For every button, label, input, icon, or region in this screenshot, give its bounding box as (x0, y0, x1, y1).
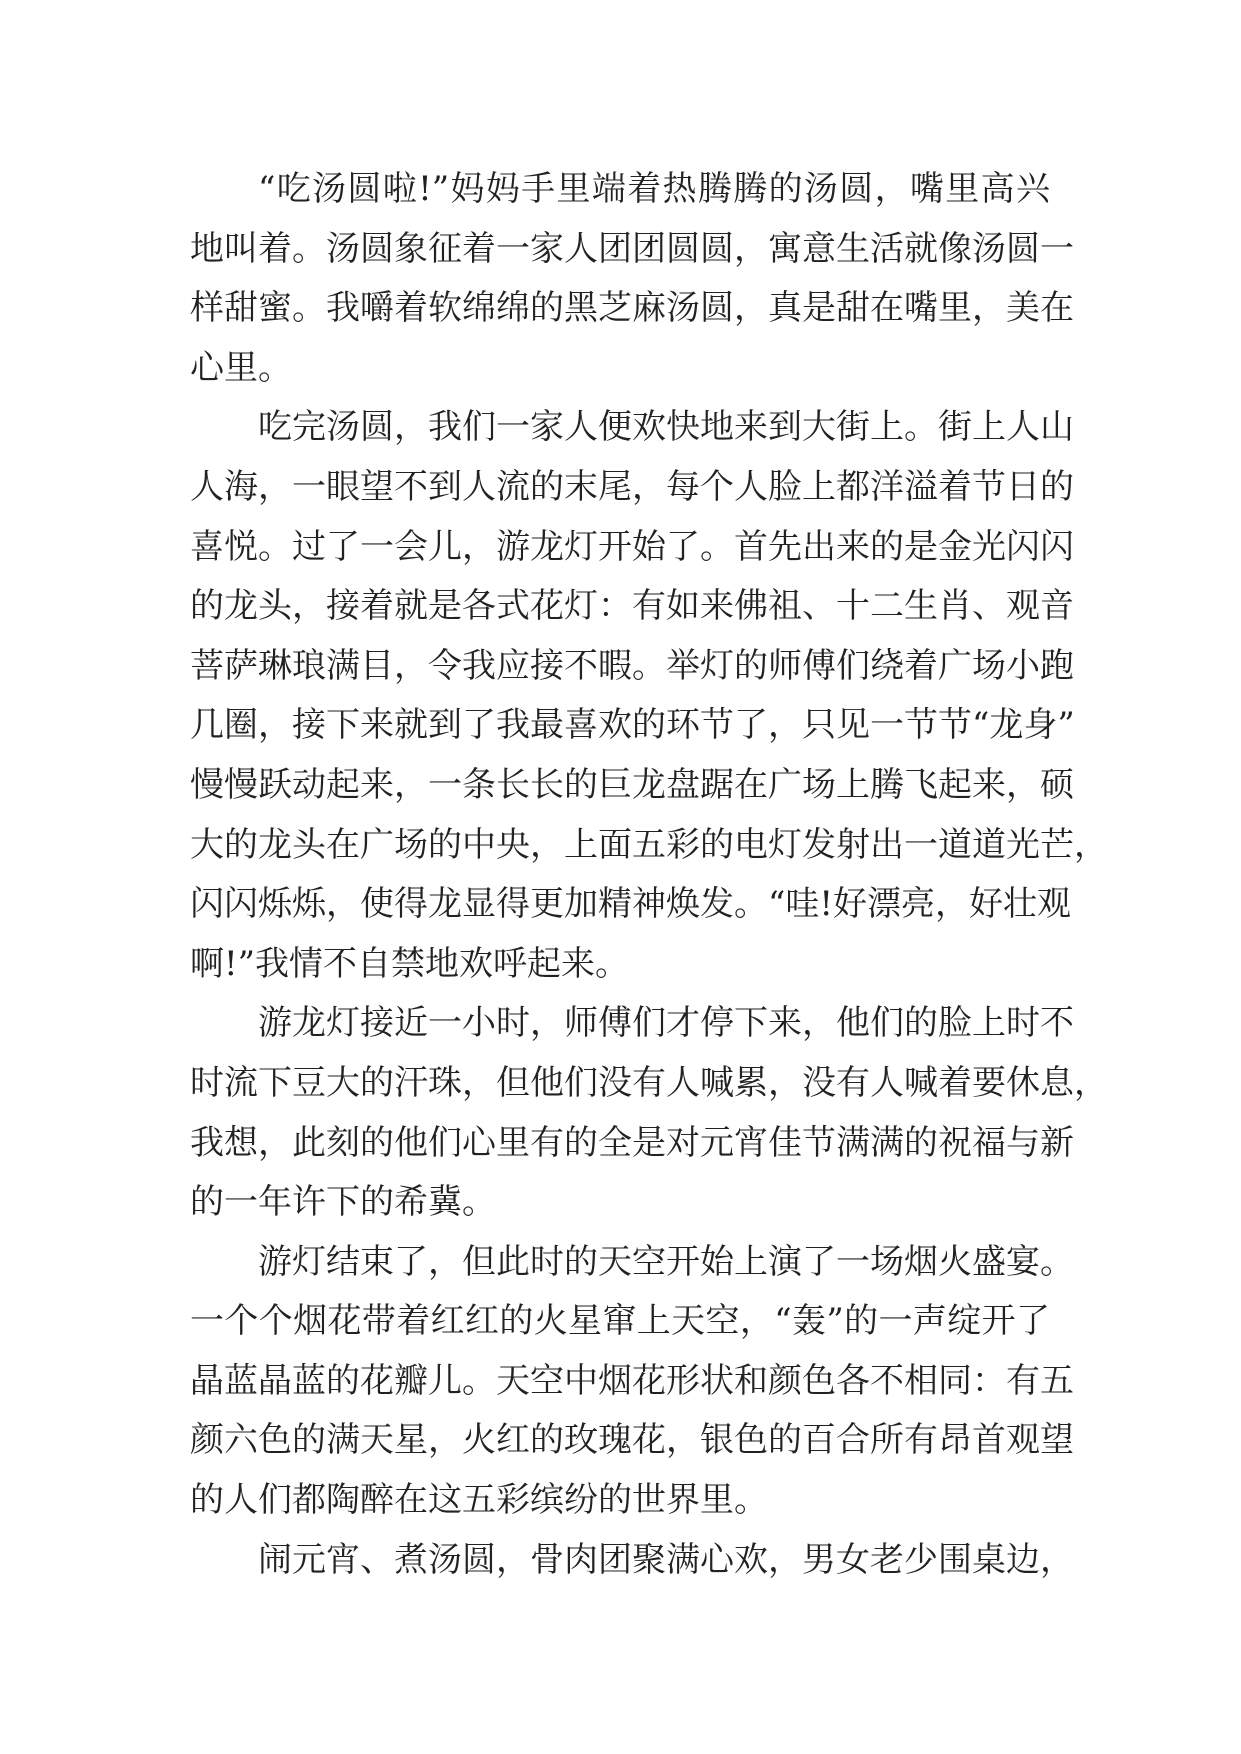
text-line: 样甜蜜。我嚼着软绵绵的黑芝麻汤圆，真是甜在嘴里，美在 (190, 288, 1074, 329)
text-line: 的人们都陶醉在这五彩缤纷的世界里。 (190, 1480, 768, 1521)
text-line: 的龙头，接着就是各式花灯：有如来佛祖、十二生肖、观音 (190, 586, 1074, 627)
paragraph-2 (190, 398, 1108, 994)
text-line: 心里。 (190, 347, 292, 388)
text-line: 颜六色的满天星，火红的玫瑰花，银色的百合所有昂首观望 (190, 1420, 1074, 1461)
text-line: 人海，一眼望不到人流的末尾，每个人脸上都洋溢着节日的 (190, 466, 1074, 507)
document-body (190, 160, 1108, 1590)
text-line: 地叫着。汤圆象征着一家人团团圆圆，寓意生活就像汤圆一 (190, 228, 1074, 269)
text-line: 闪闪烁烁，使得龙显得更加精神焕发。“哇!好漂亮，好壮观 (190, 884, 1072, 925)
text-line: 几圈，接下来就到了我最喜欢的环节了，只见一节节“龙身” (190, 705, 1075, 746)
text-line: 游灯结束了，但此时的天空开始上演了一场烟火盛宴。 (258, 1241, 1074, 1282)
text-line: 闹元宵、煮汤圆，骨肉团聚满心欢，男女老少围桌边， (258, 1539, 1074, 1580)
text-line: “吃汤圆啦!”妈妈手里端着热腾腾的汤圆，嘴里高兴 (258, 169, 1050, 209)
text-line: 喜悦。过了一会儿，游龙灯开始了。首先出来的是金光闪闪 (190, 526, 1074, 567)
text-line: 的一年许下的希冀。 (190, 1182, 496, 1223)
paragraph-1 (190, 160, 1074, 398)
text-line: 我想，此刻的他们心里有的全是对元宵佳节满满的祝福与新 (190, 1122, 1074, 1163)
text-line: 啊!”我情不自禁地欢呼起来。 (190, 943, 630, 984)
text-line: 游龙灯接近一小时，师傅们才停下来，他们的脸上时不 (258, 1003, 1074, 1044)
text-line: 慢慢跃动起来，一条长长的巨龙盘踞在广场上腾飞起来，硕 (190, 764, 1074, 805)
text-line: 时流下豆大的汗珠，但他们没有人喊累，没有人喊着要休息， (190, 1062, 1108, 1103)
text-line: 吃完汤圆，我们一家人便欢快地来到大街上。街上人山 (258, 407, 1074, 448)
paragraph-5 (190, 1531, 1074, 1591)
text-line: 晶蓝晶蓝的花瓣儿。天空中烟花形状和颜色各不相同：有五 (190, 1360, 1074, 1401)
text-line: 菩萨琳琅满目，令我应接不暇。举灯的师傅们绕着广场小跑 (190, 645, 1074, 686)
paragraph-4 (190, 1233, 1074, 1531)
text-line: 一个个烟花带着红红的火星窜上天空，“轰”的一声绽开了 (190, 1301, 1050, 1342)
text-line: 大的龙头在广场的中央，上面五彩的电灯发射出一道道光芒， (190, 824, 1108, 865)
paragraph-3 (190, 994, 1108, 1232)
